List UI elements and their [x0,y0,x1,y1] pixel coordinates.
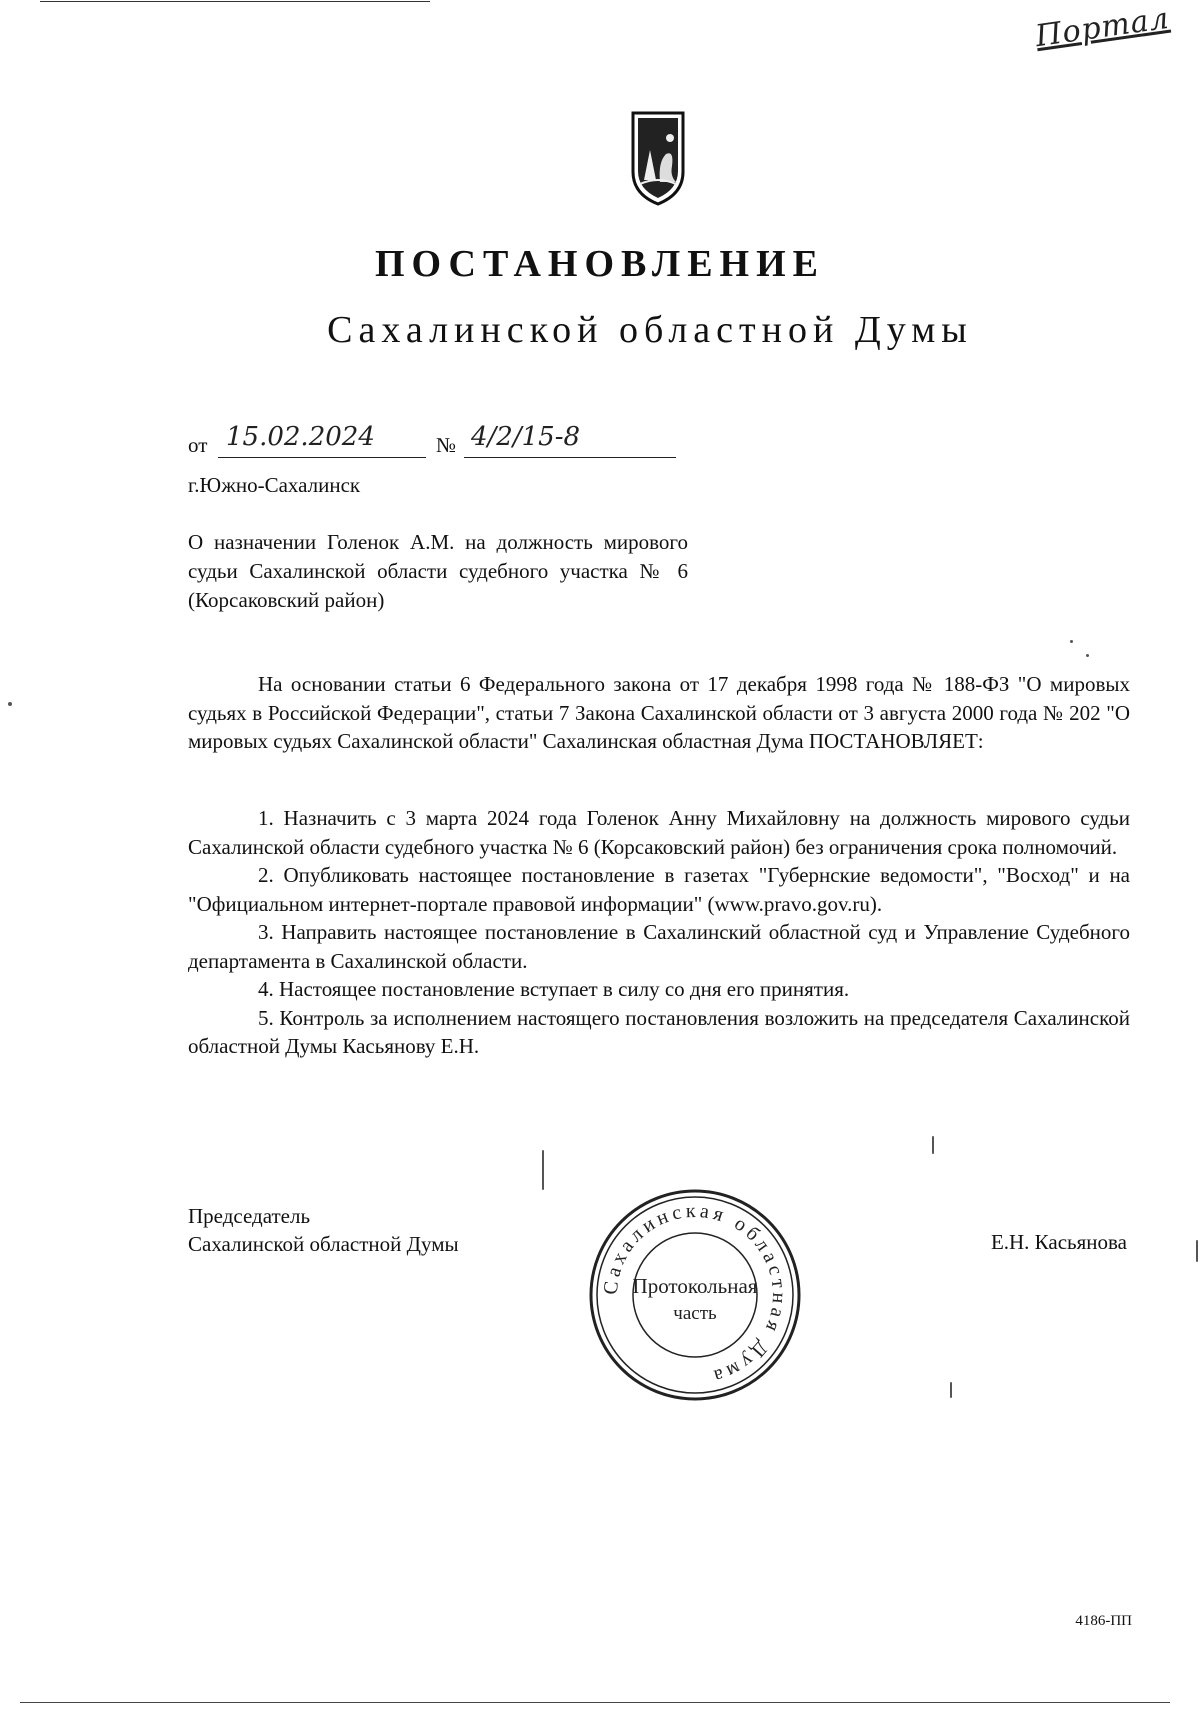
signatory-name: Е.Н. Касьянова [990,1230,1127,1254]
date-label: от [188,433,208,457]
number-underline [464,457,676,458]
stamp-center-line2: часть [673,1303,717,1324]
scan-speck [932,1136,934,1154]
stamp-center-line1: Протокольная [632,1274,758,1298]
scan-speck [950,1382,952,1398]
date-value: 15.02.2024 [226,422,375,452]
scan-speck [1086,654,1089,657]
scan-speck [1196,1240,1198,1262]
scan-edge-line-bottom [20,1702,1170,1703]
document-subtitle: Сахалинской областной Думы [327,309,973,351]
resolution-item: 1. Назначить с 3 марта 2024 года Голенок Анну Михайловну на должность мирового судьи Сахалинской области судебного участка № 6 (Корсаковский район) без ограничения срока полномочий. [188,806,1130,859]
number-value: 4/2/15-8 [471,422,581,452]
scan-edge-line [40,1,430,2]
resolution-item: 4. Настоящее постановление вступает в силу со дня его принятия. [258,977,850,1001]
resolution-items [188,804,1130,1061]
scan-speck [1070,640,1073,643]
coat-of-arms-emblem [630,110,686,206]
resolution-item: 3. Направить настоящее постановление в Сахалинский областной суд и Управление Судебного департамента в Сахалинской области. [188,920,1130,973]
document-title: ПОСТАНОВЛЕНИЕ [374,243,826,285]
signature-position-line2: Сахалинской областной Думы [188,1232,459,1256]
number-label: № [436,433,457,457]
resolution-item: 2. Опубликовать настоящее постановление в газетах "Губернские ведомости", "Восход" и на "Официальном интернет-портале правовой информации" (www.pravo.gov.ru). [188,863,1130,916]
stamp-ring-text: Сахалинская областная Дума [599,1199,791,1389]
scan-speck [8,702,12,706]
scan-speck [542,1150,544,1190]
resolution-item: 5. Контроль за исполнением настоящего постановления возложить на председателя Сахалинской областной Думы Касьянову Е.Н. [188,1005,1130,1058]
preamble-text: На основании статьи 6 Федерального закона от 17 декабря 1998 года № 188-ФЗ "О мировых судьях в Российской Федерации", статьи 7 Закона Сахалинской области от 3 августа 2000 года № 202 "О мировых судьях Сахалинской области" Сахалинская областная Дума ПОСТАНОВЛЯЕТ: [188,672,1130,753]
preamble [188,670,1130,756]
document-code: 4186-ПП [1075,1613,1132,1629]
signature-position-line1: Председатель [188,1204,311,1228]
subject-text: О назначении Голенок А.М. на должность мирового судьи Сахалинской области судебного участка № 6 (Корсаковский район) [188,530,688,612]
signature-position [188,1202,459,1258]
handwritten-note: Портал [1033,0,1172,55]
date-underline [218,457,426,458]
date-number-line [188,422,688,460]
official-stamp [585,1185,805,1405]
city-name: г.Южно-Сахалинск [188,473,361,497]
